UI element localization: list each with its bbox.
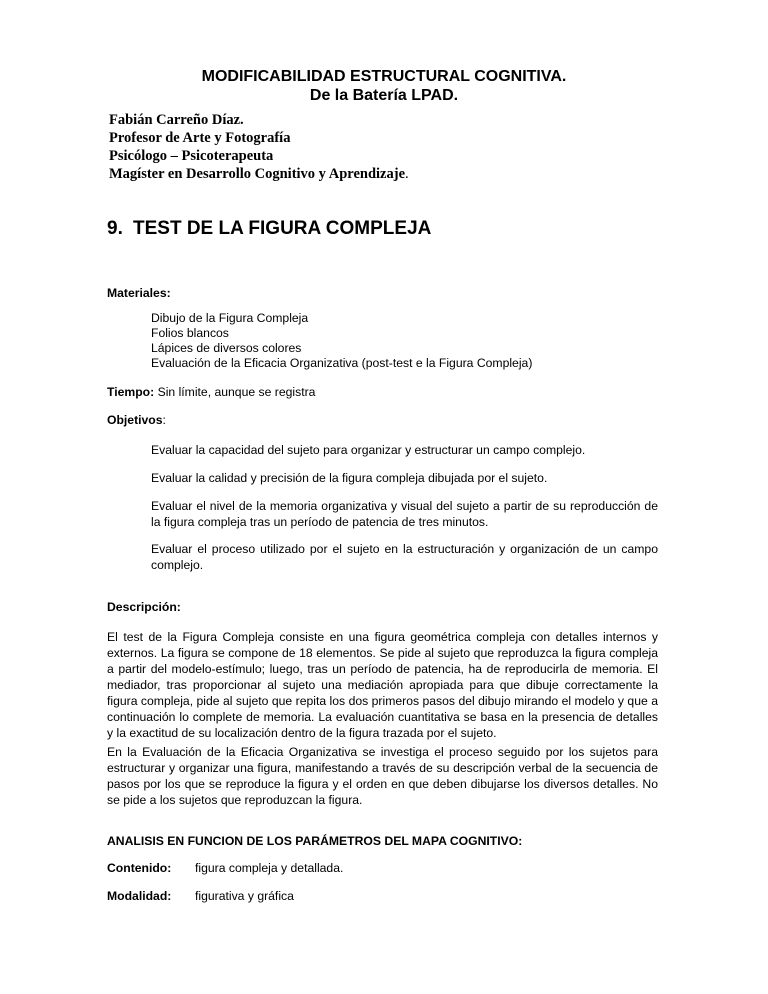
analisis-row-modalidad (107, 888, 294, 904)
author-role-3 (109, 165, 409, 183)
section-title: TEST DE LA FIGURA COMPLEJA (133, 218, 432, 239)
author-name: Fabián Carreño Díaz. (109, 112, 244, 128)
objetivos-colon: : (162, 413, 166, 427)
objetivos-label: Objetivos (107, 413, 163, 427)
row-key: Contenido: (107, 861, 172, 875)
tiempo-line (107, 384, 315, 400)
objetivo-item: Evaluar la calidad y precisión de la figura compleja dibujada por el sujeto. (151, 471, 548, 485)
author-role-3-period: . (405, 166, 409, 182)
tiempo-text: Sin límite, aunque se registra (154, 385, 316, 399)
materiales-list (151, 311, 532, 371)
analisis-row-contenido (107, 860, 343, 876)
list-item: Lápices de diversos colores (151, 341, 302, 355)
descripcion-paragraph-2: En la Evaluación de la Eficacia Organizativa se investiga el proceso seguido por los sujetos para estructurar y organizar una figura, manifestando a través de su descripción verbal de la secuencia de pasos por los que se reproduce la figura y el orden en que deben dibujarse los diversos detalles. No se pide a los sujetos que reproduzcan la figura. (107, 745, 658, 807)
objetivo-item: Evaluar la capacidad del sujeto para organizar y estructurar un campo complejo. (151, 443, 586, 457)
document-title: MODIFICABILIDAD ESTRUCTURAL COGNITIVA. (201, 68, 567, 85)
author-role-1: Profesor de Arte y Fotografía (109, 130, 291, 146)
descripcion-label: Descripción: (107, 600, 181, 614)
list-item: Folios blancos (151, 326, 229, 340)
author-role-3-text: Magíster en Desarrollo Cognitivo y Aprendizaje (109, 166, 406, 182)
analisis-heading: ANALISIS EN FUNCION DE LOS PARÁMETROS DEL MAPA COGNITIVO: (107, 834, 523, 848)
section-number: 9. (107, 218, 123, 239)
tiempo-label: Tiempo: (107, 385, 155, 399)
materiales-label: Materiales: (107, 286, 171, 300)
objetivo-item: Evaluar el proceso utilizado por el sujeto en la estructuración y organización de un campo complejo. (151, 542, 658, 572)
objetivo-item: Evaluar el nivel de la memoria organizativa y visual del sujeto a partir de su reproducción de la figura compleja tras un período de patencia de tres minutos. (151, 499, 658, 529)
list-item: Dibujo de la Figura Compleja (151, 311, 309, 325)
objetivos-line (107, 412, 166, 428)
section-heading (107, 217, 431, 241)
descripcion-paragraph-1: El test de la Figura Compleja consiste en una figura geométrica compleja con detalles internos y externos. La figura se compone de 18 elementos. Se pide al sujeto que reproduzca la figura compleja a partir del modelo-estímulo; luego, tras un período de patencia, ha de reproducirla de memoria. El mediador, tras proporcionar al sujeto una mediación apropiada para que dibuje correctamente la figura compleja, pide al sujeto que repita los dos primeros pasos del dibujo mirando el modelo y que a continuación lo complete de memoria. La evaluación cuantitativa se basa en la presencia de detalles y la exactitud de su localización dentro de la figura trazada por el sujeto. (107, 630, 658, 740)
list-item: Evaluación de la Eficacia Organizativa (post-test e la Figura Compleja) (151, 356, 533, 370)
document-subtitle: De la Batería LPAD. (309, 87, 459, 104)
author-role-2: Psicólogo – Psicoterapeuta (109, 148, 274, 164)
row-value: figurativa y gráfica (195, 889, 294, 903)
row-value: figura compleja y detallada. (195, 861, 344, 875)
row-key: Modalidad: (107, 889, 172, 903)
